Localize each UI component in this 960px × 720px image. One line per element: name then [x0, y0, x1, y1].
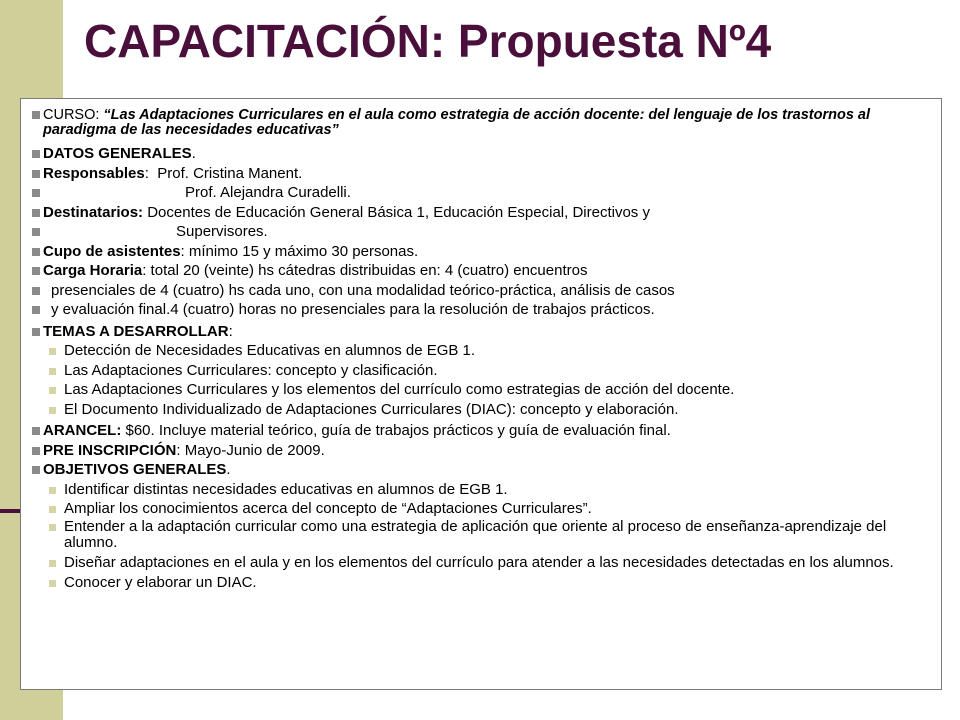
- preinscripcion-text: : Mayo-Junio de 2009.: [176, 441, 325, 459]
- objetivos-item: OBJETIVOS GENERALES.: [31, 460, 939, 480]
- responsable-2-item: [31, 183, 939, 203]
- sub-bullet-icon: [49, 506, 56, 513]
- bullet-icon: [32, 427, 40, 435]
- sub-bullet-icon: [49, 407, 56, 414]
- sub-bullet-icon: [49, 348, 56, 355]
- tema-item: [31, 400, 939, 420]
- responsables-label: Responsables: [43, 164, 145, 182]
- objetivo-text: Identificar distintas necesidades educativas en alumnos de EGB 1.: [64, 480, 508, 498]
- carga-label: Carga Horaria: [43, 262, 143, 279]
- sub-bullet-icon: [49, 487, 56, 494]
- tema-text: Detección de Necesidades Educativas en alumnos de EGB 1.: [64, 342, 476, 359]
- datos-generales-label: DATOS GENERALES: [43, 145, 192, 162]
- destinatarios-cont-item: [31, 222, 939, 242]
- preinscripcion-label: PRE INSCRIPCIÓN: [43, 441, 177, 459]
- tema-text: Las Adaptaciones Curriculares: concepto y clasificación.: [64, 361, 438, 379]
- tema-item: [31, 341, 939, 361]
- objetivo-item: [31, 480, 939, 500]
- cupo-label: Cupo de asistentes: [43, 242, 181, 260]
- sub-bullet-icon: [49, 387, 56, 394]
- bullet-icon: [32, 228, 40, 236]
- temas-label: TEMAS A DESARROLLAR: [43, 322, 229, 340]
- curso-label: CURSO:: [43, 107, 104, 123]
- tema-item: [31, 361, 939, 381]
- objetivo-text: Entender a la adaptación curricular como una estrategia de aplicación que oriente al proceso de enseñanza-aprendizaje del alumno.: [64, 517, 887, 551]
- bullet-icon: [32, 287, 40, 295]
- objetivo-item: [31, 499, 939, 519]
- destinatarios-item: [31, 203, 939, 223]
- curso-item: [31, 107, 939, 144]
- carga-cont-1: presenciales de 4 (cuatro) hs cada uno, con una modalidad teórico-práctica, análisis de casos: [51, 281, 675, 299]
- objetivo-text: Ampliar los conocimientos acerca del concepto de “Adaptaciones Curriculares”.: [64, 500, 592, 517]
- objetivos-label: OBJETIVOS GENERALES: [43, 461, 227, 478]
- temas-item: TEMAS A DESARROLLAR:: [31, 322, 939, 342]
- objetivo-text: Conocer y elaborar un DIAC.: [64, 573, 257, 591]
- sub-bullet-icon: [49, 580, 56, 587]
- carga-cont-1-item: [31, 281, 939, 301]
- bullet-icon: [32, 150, 40, 158]
- bullet-icon: [32, 267, 40, 275]
- slide-content: [31, 107, 939, 592]
- tema-text: Las Adaptaciones Curriculares y los elementos del currículo como estrategias de acción del docente.: [64, 381, 735, 398]
- objetivo-item: [31, 555, 939, 571]
- bullet-icon: [32, 306, 40, 314]
- slide-title: CAPACITACIÓN: Propuesta Nº4: [84, 15, 772, 67]
- carga-cont-2: y evaluación final.4 (cuatro) horas no presenciales para la resolución de trabajos prácticos.: [51, 301, 655, 318]
- bullet-icon: [32, 328, 40, 336]
- sub-bullet-icon: [49, 368, 56, 375]
- destinatarios-cont: Supervisores.: [176, 223, 268, 240]
- objetivo-item: [31, 573, 939, 593]
- bullet-icon: [32, 189, 40, 197]
- arancel-text: $60. Incluye material teórico, guía de trabajos prácticos y guía de evaluación final.: [121, 422, 671, 439]
- arancel-item: [31, 421, 939, 441]
- cupo-text: : mínimo 15 y máximo 30 personas.: [180, 242, 419, 260]
- bullet-icon: [32, 209, 40, 217]
- bullet-icon: [32, 111, 40, 119]
- destinatarios-label: Destinatarios:: [43, 203, 144, 221]
- responsable-1: Prof. Cristina Manent.: [157, 164, 303, 182]
- bullet-icon: [32, 447, 40, 455]
- destinatarios-text: Docentes de Educación General Básica 1, Educación Especial, Directivos y: [147, 203, 650, 221]
- datos-generales-item: DATOS GENERALES.: [31, 144, 939, 164]
- carga-cont-2-item: [31, 300, 939, 320]
- arancel-label: ARANCEL:: [43, 422, 122, 439]
- carga-item: [31, 261, 939, 281]
- curso-title: “Las Adaptaciones Curriculares en el aula como estrategia de acción docente: del lenguaje de los trastornos al paradigma de las necesidades educativas”: [43, 107, 871, 138]
- bullet-icon: [32, 466, 40, 474]
- bullet-icon: [32, 170, 40, 178]
- tema-item: [31, 380, 939, 400]
- bullet-icon: [32, 248, 40, 256]
- tema-text: El Documento Individualizado de Adaptaciones Curriculares (DIAC): concepto y elaboración.: [64, 400, 679, 418]
- objetivo-text: Diseñar adaptaciones en el aula y en los elementos del currículo para atender a las necesidades detectadas en los alumnos.: [64, 553, 894, 571]
- carga-text: : total 20 (veinte) hs cátedras distribuidas en: 4 (cuatro) encuentros: [142, 262, 588, 279]
- responsables-item: Responsables: Prof. Cristina Manent.: [31, 164, 939, 184]
- cupo-item: [31, 242, 939, 262]
- objetivo-item: [31, 519, 939, 551]
- preinscripcion-item: [31, 441, 939, 461]
- sub-bullet-icon: [49, 524, 56, 531]
- responsable-2: Prof. Alejandra Curadelli.: [185, 184, 351, 201]
- sub-bullet-icon: [49, 560, 56, 567]
